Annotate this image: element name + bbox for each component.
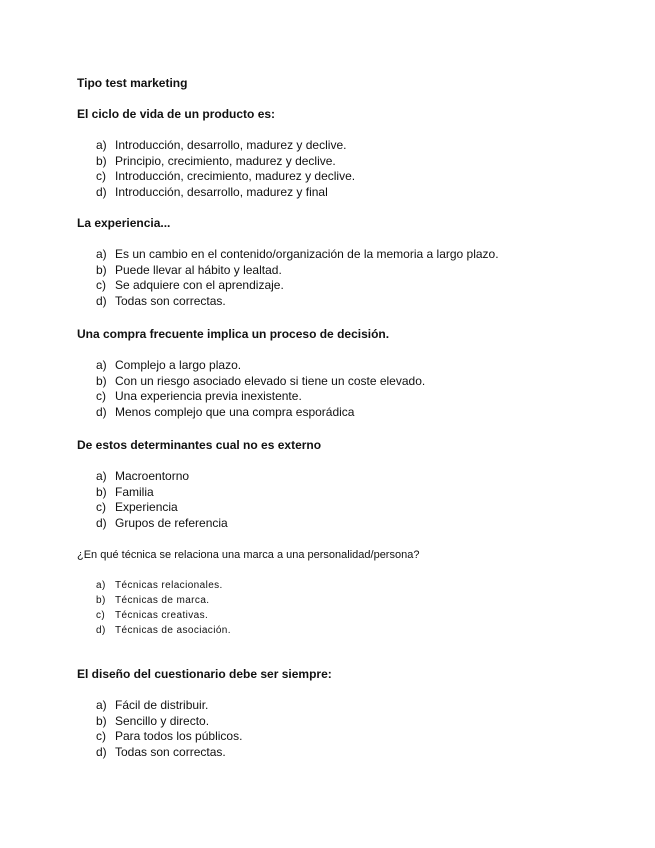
option-letter: b) bbox=[96, 373, 107, 388]
question-5-option-a bbox=[96, 578, 231, 593]
question-6 bbox=[77, 667, 637, 759]
question-6-option-d bbox=[96, 745, 242, 761]
question-2-option-c bbox=[96, 278, 499, 294]
option-letter: c) bbox=[96, 500, 106, 515]
question-3-option-a bbox=[96, 358, 425, 374]
option-text: Técnicas de marca. bbox=[115, 595, 210, 606]
option-letter: d) bbox=[96, 404, 107, 419]
option-letter: d) bbox=[96, 625, 106, 636]
option-text: Complejo a largo plazo. bbox=[115, 358, 242, 372]
option-letter: b) bbox=[96, 484, 107, 499]
option-text: Grupos de referencia bbox=[115, 515, 228, 530]
option-text: Es un cambio en el contenido/organización de la memoria a largo plazo. bbox=[115, 247, 499, 261]
question-4-option-a bbox=[96, 469, 228, 485]
option-text: Introducción, crecimiento, madurez y declive. bbox=[115, 169, 356, 184]
option-text: Técnicas de asociación. bbox=[115, 625, 231, 636]
question-4-option-c bbox=[96, 500, 228, 516]
option-text: Sencillo y directo. bbox=[115, 713, 210, 728]
question-2-option-b bbox=[96, 263, 499, 279]
question-4-text: De estos determinantes cual no es externo bbox=[77, 438, 322, 452]
option-text: Una experiencia previa inexistente. bbox=[115, 389, 302, 404]
option-text: Todas son correctas. bbox=[115, 293, 226, 308]
question-1-option-d bbox=[96, 185, 355, 201]
question-5-option-b bbox=[96, 593, 231, 608]
option-letter: b) bbox=[96, 713, 107, 728]
question-1-options bbox=[96, 138, 355, 200]
option-text: Introducción, desarrollo, madurez y final bbox=[115, 184, 328, 199]
option-letter: d) bbox=[96, 744, 107, 759]
option-letter: a) bbox=[96, 580, 106, 591]
option-letter: c) bbox=[96, 389, 106, 404]
question-2-text: La experiencia... bbox=[77, 216, 171, 230]
question-4 bbox=[77, 438, 637, 530]
option-text: Técnicas creativas. bbox=[115, 610, 209, 621]
question-2 bbox=[77, 216, 637, 308]
question-6-text: El diseño del cuestionario debe ser siempre: bbox=[77, 667, 332, 681]
question-2-option-d bbox=[96, 294, 499, 310]
option-letter: a) bbox=[96, 247, 107, 261]
document-title: Tipo test marketing bbox=[77, 76, 188, 90]
question-3 bbox=[77, 327, 637, 419]
question-6-option-a bbox=[96, 698, 242, 714]
option-letter: c) bbox=[96, 610, 106, 621]
option-letter: a) bbox=[96, 469, 107, 483]
question-5-options bbox=[96, 578, 231, 638]
question-2-options bbox=[96, 247, 499, 309]
option-text: Macroentorno bbox=[115, 469, 190, 483]
option-letter: d) bbox=[96, 515, 107, 530]
question-6-option-b bbox=[96, 714, 242, 730]
option-text: Puede llevar al hábito y lealtad. bbox=[115, 262, 282, 277]
option-text: Principio, crecimiento, madurez y declive. bbox=[115, 153, 336, 168]
option-letter: d) bbox=[96, 184, 107, 199]
option-letter: b) bbox=[96, 595, 106, 606]
question-3-text: Una compra frecuente implica un proceso de decisión. bbox=[77, 327, 390, 341]
option-letter: a) bbox=[96, 138, 107, 152]
option-letter: d) bbox=[96, 293, 107, 308]
option-text: Menos complejo que una compra esporádica bbox=[115, 404, 355, 419]
question-6-option-c bbox=[96, 729, 242, 745]
question-5 bbox=[77, 548, 637, 636]
question-1-option-c bbox=[96, 169, 355, 185]
option-text: Fácil de distribuir. bbox=[115, 698, 209, 712]
question-1-option-a bbox=[96, 138, 355, 154]
question-5-option-d bbox=[96, 623, 231, 638]
option-text: Experiencia bbox=[115, 500, 178, 515]
option-letter: a) bbox=[96, 358, 107, 372]
question-6-options bbox=[96, 698, 242, 760]
option-text: Técnicas relacionales. bbox=[115, 580, 223, 591]
option-text: Con un riesgo asociado elevado si tiene un coste elevado. bbox=[115, 373, 426, 388]
option-letter: a) bbox=[96, 698, 107, 712]
question-1-text: El ciclo de vida de un producto es: bbox=[77, 107, 276, 121]
question-1-option-b bbox=[96, 154, 355, 170]
question-4-option-b bbox=[96, 485, 228, 501]
question-4-options bbox=[96, 469, 228, 531]
option-text: Introducción, desarrollo, madurez y declive. bbox=[115, 138, 347, 152]
question-2-option-a bbox=[96, 247, 499, 263]
option-letter: b) bbox=[96, 262, 107, 277]
question-1 bbox=[77, 107, 637, 199]
option-text: Se adquiere con el aprendizaje. bbox=[115, 278, 284, 293]
question-5-text: ¿En qué técnica se relaciona una marca a una personalidad/persona? bbox=[77, 549, 420, 561]
question-5-option-c bbox=[96, 608, 231, 623]
option-text: Todas son correctas. bbox=[115, 744, 226, 759]
question-3-options bbox=[96, 358, 425, 420]
option-letter: b) bbox=[96, 153, 107, 168]
question-3-option-b bbox=[96, 374, 425, 390]
option-letter: c) bbox=[96, 278, 106, 293]
option-letter: c) bbox=[96, 729, 106, 744]
option-letter: c) bbox=[96, 169, 106, 184]
question-3-option-d bbox=[96, 405, 425, 421]
question-4-option-d bbox=[96, 516, 228, 532]
option-text: Familia bbox=[115, 484, 154, 499]
option-text: Para todos los públicos. bbox=[115, 729, 243, 744]
question-3-option-c bbox=[96, 389, 425, 405]
